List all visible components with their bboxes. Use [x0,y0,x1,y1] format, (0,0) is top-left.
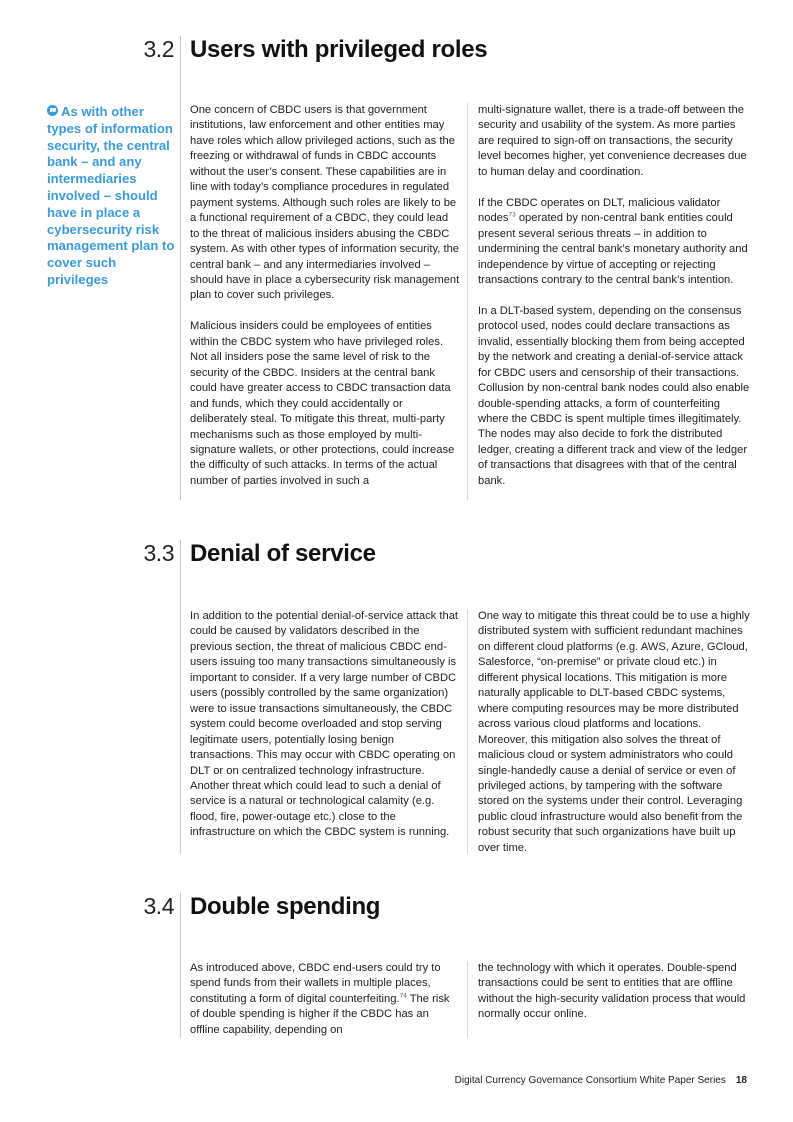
paragraph: the technology with which it operates. Double-spend transactions could be sent to entities that are offline without the high-security validation process that would normally occur online. [478,962,746,1021]
paragraph: One way to mitigate this threat could be to use a highly distributed system with sufficient redundant machines on different cloud platforms (e.g. AWS, Azure, GCloud, Salesforce, “on-premise” or private cloud etc.) in different physical locations. This mitigation is more naturally applicable to DLT-based CBDC systems, where computing resources may be more distributed across various cloud platforms and locations. Moreover, this mitigation also solves the threat of malicious cloud or system administrators who could single-handedly cause a denial of service or even of privileged actions, by tampering with the software stored on the systems under their control. Leveraging public cloud infrastructure would also benefit from the robust security that such organizations have built up over time. [478,610,750,854]
text-run: operated by non-central bank entities could present several serious threats – in addition to undermining the central bank’s monetary authority and independence by virtue of accepting or rejecting transactions contrary to the central bank’s intention. [478,212,748,286]
section-3-3-column-1 [190,609,460,841]
quote-icon [47,105,58,116]
section-3-2-column-2 [478,103,750,489]
footnote-ref[interactable]: 74 [399,992,407,1000]
paragraph [478,196,750,289]
text-run: If the CBDC operates on DLT, malicious validator nodes [478,196,721,225]
paragraph: multi-signature wallet, there is a trade-off between the security and usability of the system. As more parties are required to sign-off on transactions, the security level becomes higher, yet convenience decreases due to human delay and coordination. [478,104,747,178]
section-divider [180,540,181,854]
section-title: Double spending [190,893,381,920]
section-title: Denial of service [190,540,376,567]
column-divider [467,961,468,1038]
text-run: As introduced above, CBDC end-users could try to spend funds from their wallets in multiple places, constituting a form of digital counterfeiting. [190,962,441,1005]
section-divider [180,893,181,1038]
text-run: The risk of double spending is higher if the CBDC has an offline capability, depending on [190,992,450,1036]
paragraph: In a DLT-based system, depending on the consensus protocol used, nodes could declare transactions as invalid, essentially blocking them from being accepted by the network and creating a denial-of-service attack for CBDC users and censorship of their transactions. Collusion by non-central bank nodes could also enable double-spending attacks, a form of counterfeiting where the CBDC is spent multiple times illegitimately. The nodes may also decide to fork the distributed ledger, creating a different track and view of the ledger of transactions that disagrees with that of the central bank. [478,304,750,487]
section-3-3-column-2 [478,609,750,856]
pull-quote [47,104,175,289]
section-divider [180,36,181,500]
section-title: Users with privileged roles [190,36,488,63]
column-divider [467,103,468,500]
section-number: 3.2 [143,36,174,62]
column-divider [467,609,468,854]
page-number: 18 [735,1075,747,1086]
paragraph: Malicious insiders could be employees of entities within the CBDC system who have privileged roles. Not all insiders pose the same level of risk to the security of the CBDC. Insiders at the central bank could have greater access to CBDC transaction data and funds, which they could accidentally or deliberately steal. To mitigate this threat, multi-party mechanisms such as those employed by multi-signature wallets, or other protections, could increase the difficulty of such attacks. In terms of the actual number of parties involved in such a [190,320,455,487]
section-3-4-column-2 [478,961,750,1023]
section-3-4-column-1 [190,961,460,1038]
section-3-2-column-1 [190,103,460,489]
footer-series: Digital Currency Governance Consortium White Paper Series [454,1075,726,1086]
paragraph: In addition to the potential denial-of-service attack that could be caused by validators described in the previous section, the threat of malicious CBDC end-users issuing too many transactions simultaneously is important to consider. If a very large number of CBDC users (possibly controlled by the same organization) were to issue transactions simultaneously, the CBDC system could become overloaded and stop serving legitimate users, potentially losing benign transactions. This may occur with CBDC operating on DLT or on centralized technology infrastructure. Another threat which could lead to such a denial of service is a natural or technological calamity (e.g. flood, fire, power-outage etc.) close to the infrastructure on which the CBDC system is running. [190,610,459,839]
paragraph [190,961,460,1038]
footnote-ref[interactable]: 73 [508,211,516,219]
pull-quote-text: As with other types of information security, the central bank – and any intermediaries involved – should have in place a cybersecurity risk management plan to cover such privileges [47,104,175,287]
page-footer [455,1075,747,1086]
section-number: 3.3 [143,540,174,566]
paragraph: One concern of CBDC users is that government institutions, law enforcement and other entities may have roles which allow privileged actions, such as the freezing or withdrawal of funds in CBDC accounts without the user’s consent. These capabilities are in line with today’s compliance procedures in regulated payment systems. Although such roles are likely to be a functional requirement of a CBDC, they could lead to the threat of malicious insiders abusing the CBDC system. As with other types of information security, the central bank – and any intermediaries involved – should have in place a cybersecurity risk management plan to cover such privileges. [190,104,460,302]
section-number: 3.4 [143,893,174,919]
